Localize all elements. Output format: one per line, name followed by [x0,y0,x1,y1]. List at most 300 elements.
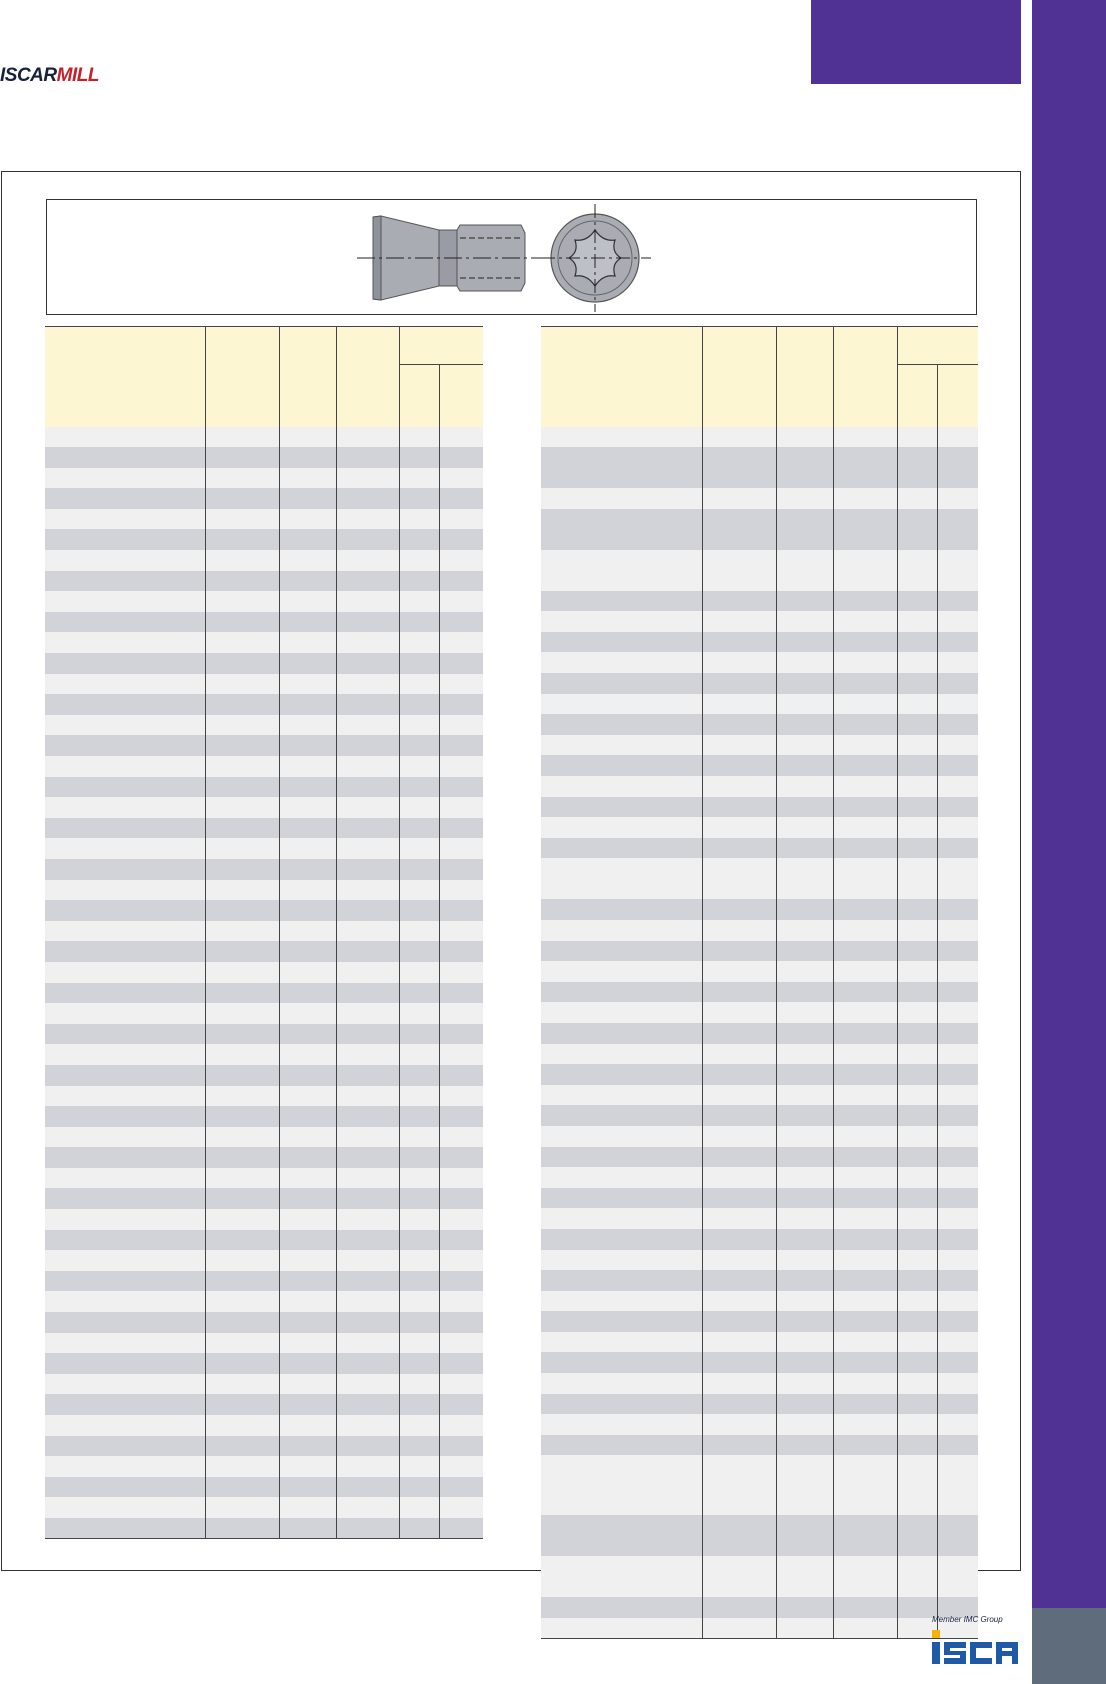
table-cell [897,1455,937,1515]
table-cell [399,1415,439,1436]
table-row [45,1374,483,1395]
table-cell [702,1455,776,1515]
table-row [45,1497,483,1518]
table-row [45,1086,483,1107]
table-cell [279,1003,336,1024]
table-cell [541,1332,702,1353]
table-cell [439,838,483,859]
table-cell [45,1353,205,1374]
table-cell [279,1271,336,1292]
table-cell [279,1456,336,1477]
table-cell [439,1250,483,1271]
table-cell [439,612,483,633]
table-cell [702,447,776,488]
table-cell [279,818,336,839]
table-cell [336,1127,399,1148]
table-cell [439,1106,483,1127]
table-cell [541,817,702,838]
table-cell [279,900,336,921]
table-row [541,941,978,962]
table-row [541,961,978,982]
table-cell [833,1291,897,1312]
table-cell [399,427,439,448]
table-cell [336,941,399,962]
table-cell [776,714,833,735]
table-cell [336,983,399,1004]
table-cell [541,1023,702,1044]
table-cell [279,962,336,983]
table-cell [937,1556,978,1597]
table-cell [399,1497,439,1518]
table-cell [399,550,439,571]
table-cell [205,735,279,756]
table-cell [399,1106,439,1127]
header-cell-designation [541,327,702,427]
table-cell [279,1477,336,1498]
table-cell [897,550,937,591]
table-cell [702,427,776,448]
table-cell [439,1188,483,1209]
table-cell [897,941,937,962]
table-cell [897,694,937,715]
table-cell [776,1126,833,1147]
table-cell [45,694,205,715]
table-cell [336,1456,399,1477]
table-cell [702,611,776,632]
table-cell [833,1023,897,1044]
table-cell [336,777,399,798]
table-cell [336,962,399,983]
table-cell [279,1250,336,1271]
table-row [541,755,978,776]
table-cell [279,632,336,653]
table-cell [937,1291,978,1312]
table-cell [279,612,336,633]
table-cell [45,1106,205,1127]
table-cell [937,652,978,673]
header-cell-col3 [776,327,833,427]
table-cell [399,694,439,715]
table-cell [336,880,399,901]
table-cell [897,1085,937,1106]
table-cell [702,1515,776,1556]
header-cell-col3 [279,327,336,427]
table-cell [702,1208,776,1229]
table-cell [336,838,399,859]
table-row [541,982,978,1003]
table-cell [279,1374,336,1395]
header-cell-col2 [702,327,776,427]
table-cell [336,756,399,777]
table-cell [776,632,833,653]
table-cell [897,1515,937,1556]
table-cell [776,776,833,797]
table-cell [776,1394,833,1415]
table-cell [399,1250,439,1271]
table-cell [45,983,205,1004]
table-row [45,1477,483,1498]
table-row [541,1597,978,1618]
table-cell [897,1023,937,1044]
table-row [45,1003,483,1024]
table-cell [279,735,336,756]
table-cell [776,1435,833,1456]
table-cell [541,1250,702,1271]
table-cell [937,735,978,756]
table-cell [702,673,776,694]
table-row [541,714,978,735]
table-cell [937,694,978,715]
table-row [541,1291,978,1312]
table-row [45,1394,483,1415]
table-cell [279,488,336,509]
table-cell [776,982,833,1003]
table-row [45,1230,483,1251]
table-cell [833,447,897,488]
table-cell [439,653,483,674]
table-cell [205,1271,279,1292]
table-cell [205,818,279,839]
table-cell [937,427,978,448]
table-cell [336,1188,399,1209]
table-cell [439,735,483,756]
table-cell [205,1456,279,1477]
table-cell [205,777,279,798]
table-cell [541,961,702,982]
table-cell [399,1374,439,1395]
table-cell [833,1352,897,1373]
table-cell [937,1167,978,1188]
table-row [45,1333,483,1354]
table-cell [776,1105,833,1126]
table-cell [336,653,399,674]
table-cell [776,509,833,550]
table-cell [897,611,937,632]
table-cell [279,653,336,674]
table-cell [541,1044,702,1065]
table-cell [336,1250,399,1271]
table-cell [45,1086,205,1107]
table-cell [439,1518,483,1539]
table-cell [833,632,897,653]
table-cell [541,1352,702,1373]
header-cell-sub1 [897,365,937,427]
table-cell [937,632,978,653]
table-row [541,1435,978,1456]
table-cell [336,715,399,736]
table-row [541,1311,978,1332]
table-cell [541,982,702,1003]
table-cell [439,756,483,777]
table-cell [541,920,702,941]
table-row [541,797,978,818]
table-cell [336,1024,399,1045]
table-cell [439,859,483,880]
table-row [541,591,978,612]
table-cell [776,1373,833,1394]
table-row [541,1208,978,1229]
table-cell [45,777,205,798]
table-cell [45,1436,205,1457]
table-row [541,1270,978,1291]
table-cell [776,1147,833,1168]
table-row [45,797,483,818]
table-cell [399,797,439,818]
table-cell [45,1024,205,1045]
table-cell [336,1394,399,1415]
header-cell-group [897,327,978,365]
table-cell [702,1394,776,1415]
table-cell [399,1394,439,1415]
table-cell [776,1515,833,1556]
table-cell [897,1414,937,1435]
table-cell [439,880,483,901]
table-cell [336,632,399,653]
top-section-tab [811,0,1021,84]
table-cell [897,961,937,982]
table-row [541,1556,978,1597]
table-cell [897,652,937,673]
table-cell [205,1230,279,1251]
table-cell [776,1311,833,1332]
table-cell [776,797,833,818]
table-cell [541,1085,702,1106]
table-cell [897,632,937,653]
table-cell [45,1312,205,1333]
table-row [45,1106,483,1127]
table-cell [45,838,205,859]
table-cell [399,777,439,798]
table-cell [45,818,205,839]
table-row [45,1065,483,1086]
table-cell [205,1065,279,1086]
table-cell [897,817,937,838]
table-cell [279,941,336,962]
table-cell [937,1270,978,1291]
table-row [45,838,483,859]
table-cell [937,1352,978,1373]
table-cell [776,1064,833,1085]
table-cell [439,1230,483,1251]
table-row [541,1044,978,1065]
table-cell [205,509,279,530]
table-cell [541,632,702,653]
table-row [45,1250,483,1271]
table-row [45,1518,483,1539]
table-cell [541,755,702,776]
table-row [541,509,978,550]
table-cell [45,1188,205,1209]
table-cell [399,838,439,859]
table-cell [702,982,776,1003]
table-row [45,550,483,571]
table-cell [833,776,897,797]
brand-logo-part-b: MILL [56,65,99,86]
table-cell [897,1229,937,1250]
table-cell [776,1270,833,1291]
table-cell [439,818,483,839]
table-cell [833,920,897,941]
table-cell [833,961,897,982]
table-cell [833,1044,897,1065]
table-row [45,818,483,839]
table-cell [336,1147,399,1168]
table-cell [702,1597,776,1618]
table-cell [205,1188,279,1209]
table-cell [541,941,702,962]
table-cell [897,1270,937,1291]
table-cell [279,1044,336,1065]
table-cell [279,1291,336,1312]
table-cell [833,591,897,612]
table-cell [702,1435,776,1456]
table-cell [336,735,399,756]
table-cell [439,674,483,695]
table-cell [439,591,483,612]
table-cell [439,1003,483,1024]
table-cell [279,1065,336,1086]
table-cell [399,447,439,468]
table-cell [336,1333,399,1354]
table-cell [279,1230,336,1251]
table-cell [279,1394,336,1415]
header-cell-group [399,327,483,365]
table-cell [897,1126,937,1147]
content-frame [1,171,1021,1571]
table-row [541,632,978,653]
table-cell [541,1597,702,1618]
table-cell [541,1414,702,1435]
table-cell [833,1270,897,1291]
table-cell [702,1556,776,1597]
table-cell [833,838,897,859]
brand-logo-part-a: ISCAR [0,65,57,86]
table-row [541,1023,978,1044]
table-cell [833,1597,897,1618]
table-cell [399,488,439,509]
table-cell [205,900,279,921]
table-cell [279,715,336,736]
table-row [45,694,483,715]
header-cell-designation [45,327,205,427]
table-cell [45,571,205,592]
table-cell [702,1167,776,1188]
table-cell [336,1065,399,1086]
table-cell [45,1065,205,1086]
table-cell [279,859,336,880]
table-cell [833,982,897,1003]
table-cell [45,941,205,962]
table-cell [702,1618,776,1639]
table-cell [205,591,279,612]
table-cell [45,1147,205,1168]
table-cell [336,571,399,592]
table-cell [702,1373,776,1394]
table-cell [399,653,439,674]
table-row [45,1436,483,1457]
table-cell [776,550,833,591]
table-row [541,550,978,591]
header-cell-sub2 [439,365,483,427]
table-cell [776,694,833,715]
table-cell [439,1086,483,1107]
table-cell [279,1147,336,1168]
table-cell [399,1333,439,1354]
table-cell [336,900,399,921]
table-cell [541,1229,702,1250]
table-cell [833,1126,897,1147]
table-cell [897,591,937,612]
table-cell [439,1374,483,1395]
table-cell [399,674,439,695]
table-cell [897,1002,937,1023]
side-strip [1032,0,1106,1684]
table-cell [937,550,978,591]
table-cell [541,1455,702,1515]
table-cell [205,1374,279,1395]
table-cell [541,652,702,673]
table-row [45,983,483,1004]
table-cell [205,1394,279,1415]
table-cell [937,941,978,962]
table-cell [45,1250,205,1271]
table-cell [279,1188,336,1209]
table-row [45,962,483,983]
table-cell [45,880,205,901]
table-cell [45,632,205,653]
table-cell [897,755,937,776]
table-cell [937,858,978,899]
table-cell [897,982,937,1003]
table-cell [833,735,897,756]
table-cell [541,447,702,488]
table-cell [205,674,279,695]
table-cell [205,632,279,653]
table-cell [205,1436,279,1457]
table-cell [279,468,336,489]
table-cell [897,1167,937,1188]
table-row [541,447,978,488]
table-cell [336,1477,399,1498]
table-cell [439,1436,483,1457]
table-cell [702,1023,776,1044]
table-cell [399,1065,439,1086]
table-cell [541,1311,702,1332]
table-cell [439,468,483,489]
table-cell [776,1455,833,1515]
table-row [45,941,483,962]
table-cell [833,1618,897,1639]
table-cell [702,694,776,715]
table-cell [439,1333,483,1354]
table-cell [776,941,833,962]
table-cell [279,1106,336,1127]
table-cell [205,880,279,901]
table-cell [336,1518,399,1539]
table-cell [833,1373,897,1394]
table-cell [336,1353,399,1374]
table-row [541,1126,978,1147]
table-cell [833,1250,897,1271]
table-cell [937,1105,978,1126]
table-cell [541,1208,702,1229]
table-cell [702,920,776,941]
right-spec-table [541,326,978,1639]
table-cell [279,427,336,448]
table-row [541,694,978,715]
table-cell [45,962,205,983]
table-cell [45,859,205,880]
